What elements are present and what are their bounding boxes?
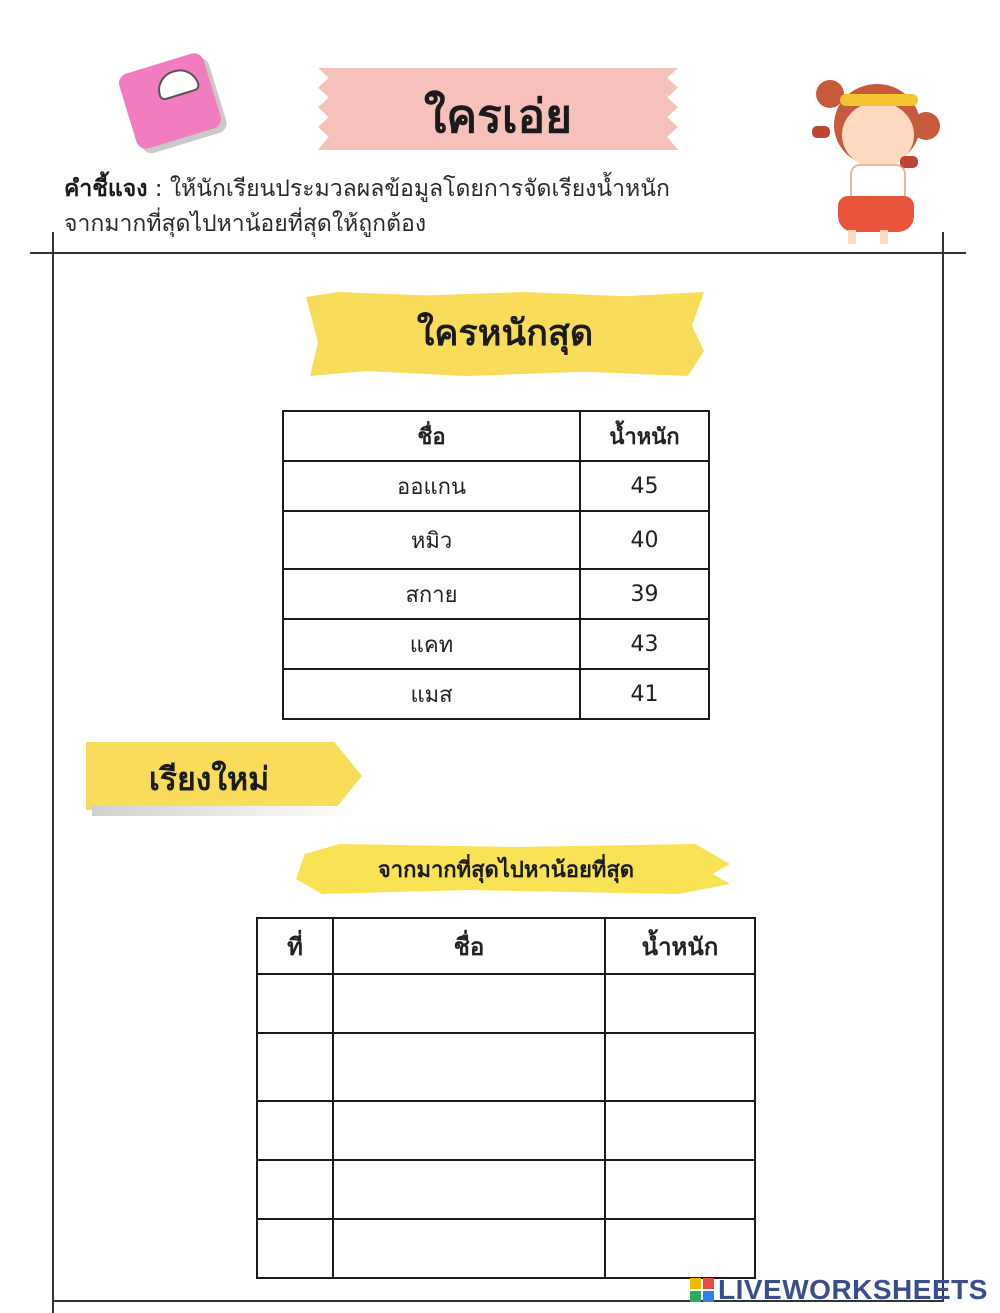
order-subheading: จากมากที่สุดไปหาน้อยที่สุด — [377, 858, 635, 883]
answer-name-cell[interactable] — [333, 974, 605, 1033]
answer-weight-cell[interactable] — [605, 1160, 755, 1219]
answer-weight-cell[interactable] — [605, 1033, 755, 1101]
frame-left-line — [52, 232, 54, 1313]
table-header-row — [283, 411, 709, 461]
answer-table — [256, 917, 756, 1279]
girl-leg — [848, 230, 856, 244]
cell-weight: 45 — [580, 461, 709, 511]
answer-name-cell[interactable] — [333, 1160, 605, 1219]
table-row — [283, 619, 709, 669]
answer-rank-cell[interactable] — [257, 1101, 333, 1160]
table-row — [257, 974, 755, 1033]
answer-rank-cell[interactable] — [257, 1219, 333, 1278]
girl-headband — [840, 94, 918, 106]
answer-weight-cell[interactable] — [605, 1101, 755, 1160]
page-title: ใครเอ่ย — [423, 89, 573, 143]
column-header-name: ชื่อ — [283, 411, 580, 461]
liveworksheets-watermark: LIVEWORKSHEETS — [718, 1274, 988, 1305]
instructions — [64, 172, 824, 242]
instructions-line1: ให้นักเรียนประมวลผลข้อมูลโดยการจัดเรียงน้ำหนัก — [169, 176, 670, 202]
table-row — [283, 569, 709, 619]
reorder-banner-shadow — [92, 806, 352, 816]
table-row — [257, 1033, 755, 1101]
answer-rank-cell[interactable] — [257, 1160, 333, 1219]
frame-right-line — [942, 232, 944, 1302]
answer-rank-cell[interactable] — [257, 974, 333, 1033]
bathroom-scale-icon — [117, 51, 224, 151]
cell-weight: 41 — [580, 669, 709, 719]
instructions-line2: จากมากที่สุดไปหาน้อยที่สุดให้ถูกต้อง — [64, 211, 427, 237]
cell-name: แคท — [283, 619, 580, 669]
table-header-row — [257, 918, 755, 974]
cell-weight: 39 — [580, 569, 709, 619]
reorder-heading: เรียงใหม่ — [148, 760, 270, 798]
cell-name: ออแกน — [283, 461, 580, 511]
girl-leg — [880, 230, 888, 244]
cell-name: สกาย — [283, 569, 580, 619]
instructions-label: คำชี้แจง — [64, 176, 148, 202]
column-header-rank: ที่ — [257, 918, 333, 974]
column-header-weight: น้ำหนัก — [580, 411, 709, 461]
cell-weight: 43 — [580, 619, 709, 669]
table-row — [283, 461, 709, 511]
table-row — [257, 1160, 755, 1219]
answer-weight-cell[interactable] — [605, 974, 755, 1033]
dumbbell-icon — [812, 126, 830, 138]
answer-name-cell[interactable] — [333, 1219, 605, 1278]
answer-name-cell[interactable] — [333, 1033, 605, 1101]
table-row — [257, 1219, 755, 1278]
answer-rank-cell[interactable] — [257, 1033, 333, 1101]
answer-weight-cell[interactable] — [605, 1219, 755, 1278]
instructions-separator: : — [154, 176, 163, 202]
table-row — [257, 1101, 755, 1160]
dumbbell-icon — [900, 156, 918, 168]
table-row — [283, 669, 709, 719]
column-header-weight: น้ำหนัก — [605, 918, 755, 974]
weights-table — [282, 410, 710, 720]
column-header-name: ชื่อ — [333, 918, 605, 974]
answer-name-cell[interactable] — [333, 1101, 605, 1160]
frame-top-line — [30, 252, 966, 254]
table-row — [283, 511, 709, 569]
girl-pants — [838, 196, 914, 232]
cell-weight: 40 — [580, 511, 709, 569]
heaviest-heading: ใครหนักสุด — [416, 313, 594, 354]
cell-name: หมิว — [283, 511, 580, 569]
cell-name: แมส — [283, 669, 580, 719]
liveworksheets-logo-icon — [690, 1278, 714, 1302]
